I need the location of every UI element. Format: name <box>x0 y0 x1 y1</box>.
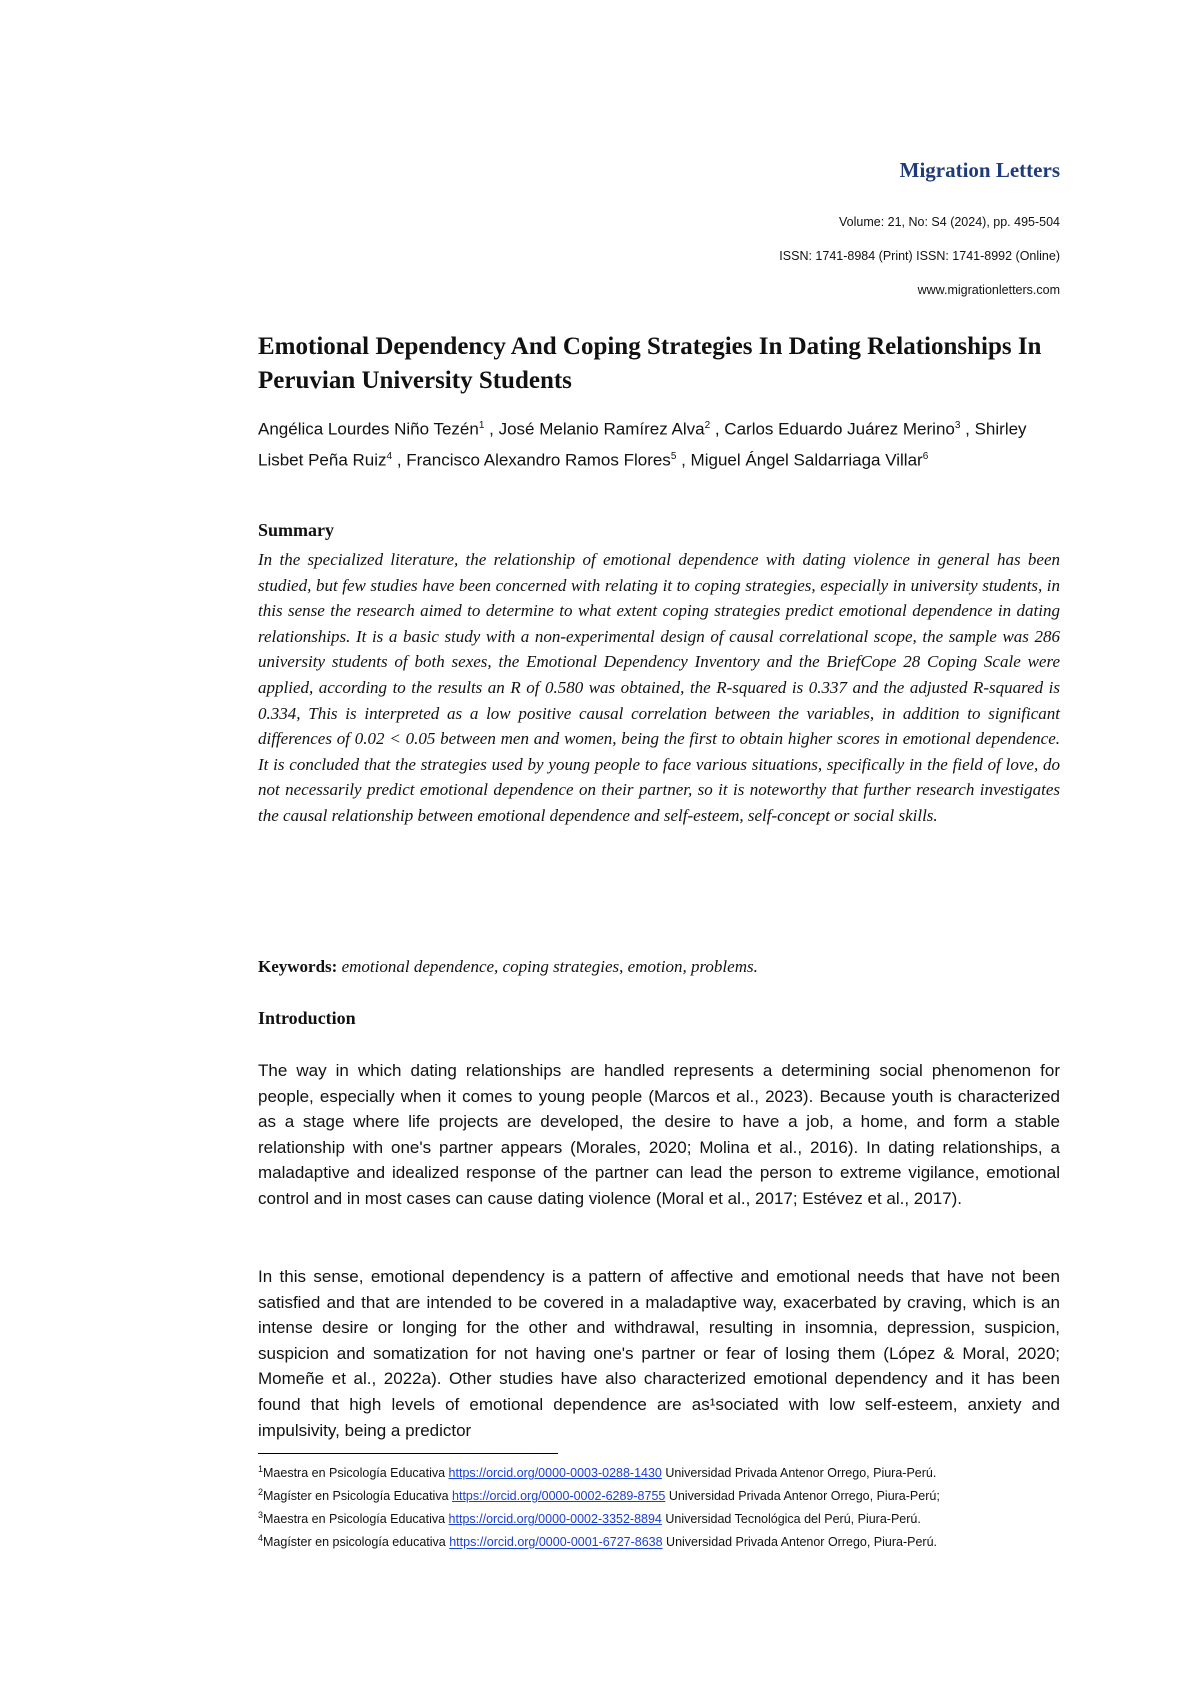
orcid-link[interactable]: https://orcid.org/0000-0001-6727-8638 <box>449 1535 663 1550</box>
footnote-mark: 1 <box>258 1464 264 1474</box>
footnote-text: Maestra en Psicología Educativa <box>263 1466 449 1481</box>
paper-title: Emotional Dependency And Coping Strategies In Dating Relationships In Peruvian University Students <box>258 333 1042 394</box>
journal-volume: Volume: 21, No: S4 (2024), pp. 495-504 <box>839 215 1060 229</box>
footnote <box>258 1460 1060 1483</box>
orcid-link[interactable]: https://orcid.org/0000-0003-0288-1430 <box>448 1466 662 1481</box>
keywords-label: Keywords: <box>258 957 338 976</box>
footnote <box>258 1529 1060 1552</box>
footnote-divider <box>258 1453 558 1454</box>
footnote-affiliation: Universidad Privada Antenor Orrego, Piura-Perú. <box>662 1535 938 1550</box>
footnote-affiliation: Universidad Privada Antenor Orrego, Piura-Perú; <box>665 1489 940 1504</box>
journal-website[interactable]: www.migrationletters.com <box>917 283 1060 297</box>
author-name: Shirley Lisbet Peña Ruiz <box>258 419 1027 470</box>
author-list: Angélica Lourdes Niño Tezén$^1$ , José Melanio Ramírez Alva$^2$ , Carlos Eduardo Juárez Merino$^3$ , Shirley Lisbet Peña Ruiz$^4$ , Francisco Alexandro Ramos Flores$^5$ , Miguel Ángel Saldarriaga Villar$^6$ <box>258 419 1027 470</box>
journal-header <box>779 158 1060 307</box>
keywords-line <box>258 957 1060 977</box>
footnote-mark: 3 <box>258 1510 264 1521</box>
orcid-link[interactable]: https://orcid.org/0000-0002-6289-8755 <box>452 1489 666 1504</box>
footnote-affiliation: Universidad Tecnológica del Perú, Piura-Perú. <box>661 1512 921 1527</box>
body-paragraph: In this sense, emotional dependency is a pattern of affective and emotional needs that have not been satisfied and that are intended to be covered in a maladaptive way, exacerbated by craving, which is an intense desire or longing for the other and withdrawal, resulting in insomnia, depression, suspicion, suspicion and somatization for not having one's partner or fear of losing them (López & Moral, 2020; Momeñe et al., 2022a). Other studies have also characterized emotional dependency and it has been found that high levels of emotional dependence are as¹sociated with low self-esteem, anxiety and impulsivity, being a predictor <box>258 1267 1060 1440</box>
author-mark: 5 <box>670 450 677 462</box>
footnote <box>258 1506 1060 1529</box>
author-mark: 3 <box>954 420 961 431</box>
author-mark: 2 <box>704 420 711 431</box>
body-paragraph: The way in which dating relationships are handled represents a determining social phenomenon for people, especially when it comes to young people (Marcos et al., 2023). Because youth is characterized as a stage where life projects are developed, the desire to have a job, a home, and form a stable relationship with one's partner appears (Morales, 2020; Molina et al., 2016). In dating relationships, a maladaptive and idealized response of the partner can lead the person to extreme vigilance, emotional control and in most cases can cause dating violence (Moral et al., 2017; Estévez et al., 2017). <box>258 1061 1060 1208</box>
footnotes <box>258 1460 1060 1553</box>
author-mark: 6 <box>922 450 929 462</box>
introduction-heading: Introduction <box>258 1008 356 1028</box>
author-mark: 1 <box>478 420 485 431</box>
footnote-text: Magíster en psicología educativa <box>263 1535 450 1550</box>
author-mark: 4 <box>386 450 393 462</box>
footnote <box>258 1483 1060 1506</box>
journal-issn: ISSN: 1741-8984 (Print) ISSN: 1741-8992 (Online) <box>779 249 1060 263</box>
author-name: José Melanio Ramírez Alva <box>498 419 705 439</box>
journal-name: Migration Letters <box>899 158 1060 182</box>
author-name: Angélica Lourdes Niño Tezén <box>258 419 479 439</box>
author-name: Carlos Eduardo Juárez Merino <box>724 419 955 439</box>
footnote-mark: 4 <box>258 1533 264 1544</box>
footnote-text: Magíster en Psicología Educativa <box>263 1489 453 1504</box>
footnote-text: Maestra en Psicología Educativa <box>263 1512 449 1527</box>
footnote-affiliation: Universidad Privada Antenor Orrego, Piura-Perú. <box>661 1466 937 1481</box>
orcid-link[interactable]: https://orcid.org/0000-0002-3352-8894 <box>448 1512 662 1527</box>
author-name: Miguel Ángel Saldarriaga Villar <box>690 450 923 470</box>
footnote-mark: 2 <box>258 1487 264 1498</box>
author-name: Francisco Alexandro Ramos Flores <box>406 450 671 470</box>
summary-text: In the specialized literature, the relationship of emotional dependence with dating violence in general has been studied, but few studies have been concerned with relating it to coping strategies, especially in university students, in this sense the research aimed to determine to what extent coping strategies predict emotional dependence in dating relationships. It is a basic study with a non-experimental design of causal correlational scope, the sample was 286 university students of both sexes, the Emotional Dependency Inventory and the BriefCope 28 Coping Scale were applied, according to the results an R of 0.580 was obtained, the R-squared is 0.337 and the adjusted R-squared is 0.334, This is interpreted as a low positive causal correlation between the variables, in addition to significant differences of 0.02 < 0.05 between men and women, being the first to obtain higher scores in emotional dependence. It is concluded that the strategies used by young people to face various situations, specifically in the field of love, do not necessarily predict emotional dependence on their partner, so it is noteworthy that further research investigates the causal relationship between emotional dependence and self-esteem, self-concept or social skills. <box>258 550 1060 825</box>
keywords-text: emotional dependence, coping strategies, emotion, problems. <box>341 957 758 976</box>
summary-heading: Summary <box>258 520 334 540</box>
